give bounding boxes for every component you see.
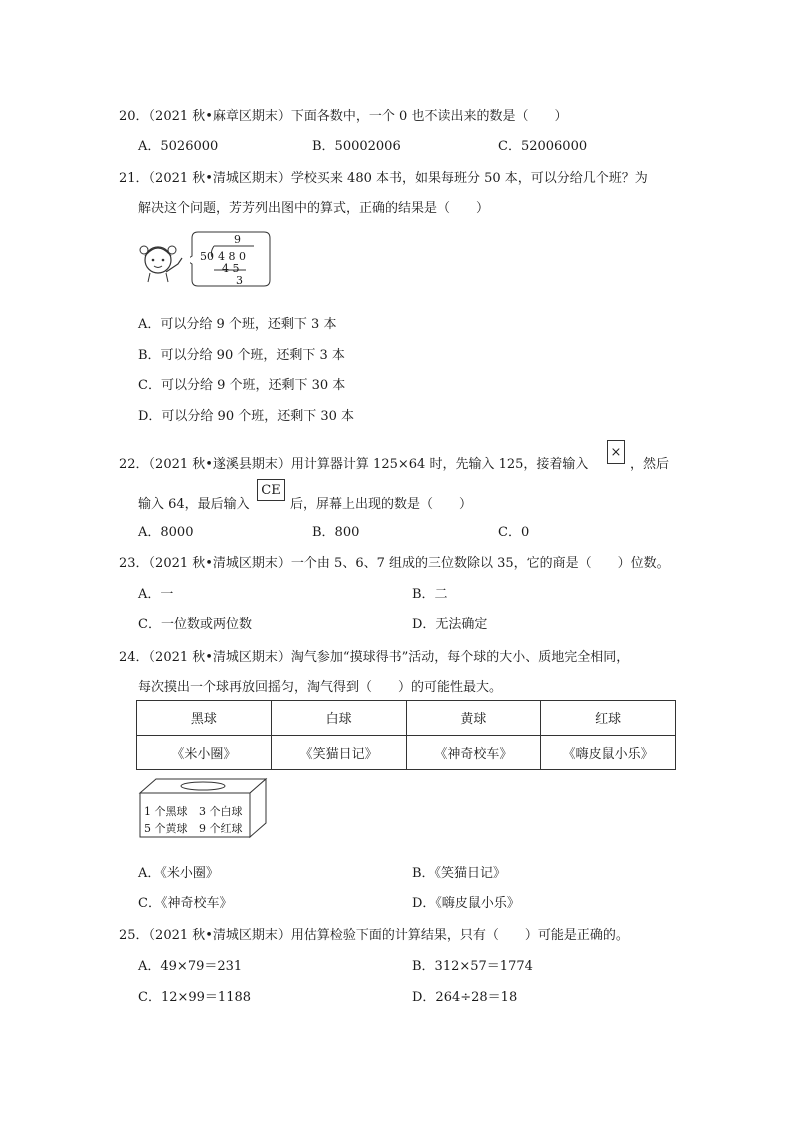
q22-question-line2-end: 后，屏幕上出现的数是（ ） [290,497,473,512]
table-cell: 《米小圈》 [137,735,272,770]
q20-question: 20．（2021 秋•麻章区期末）下面各数中，一个 0 也不读出来的数是（ ） [119,109,568,124]
box-label-white: 3 个白球 [199,805,243,818]
table-cell: 《笑猫日记》 [271,735,406,770]
q23-option-a: A．一 [138,587,174,602]
q24-option-c: C．《神奇校车》 [138,896,233,911]
division-remainder: 3 [236,274,243,287]
q21-question-line1: 21．（2021 秋•清城区期末）学校买来 480 本书，如果每班分 50 本，可以分给几个班？为 [119,171,648,186]
q24-question-line2: 每次摸出一个球再放回摇匀，淘气得到（ ）的可能性最大。 [138,680,503,695]
q24-question-line1: 24．（2021 秋•清城区期末）淘气参加“摸球得书”活动，每个球的大小、质地完全相同， [119,650,630,665]
table-cell: 《神奇校车》 [406,735,541,770]
q22-option-a: A．8000 [138,525,194,540]
q23-question: 23．（2021 秋•清城区期末）一个由 5、6、7 组成的三位数除以 35，它的商是（ ）位数。 [119,556,670,571]
q25-option-a: A．49×79＝231 [138,959,243,974]
q25-option-c: C．12×99＝1188 [138,990,252,1005]
division-product: 4 5 [222,262,240,275]
q22-option-b: B．800 [312,525,360,540]
q20-option-b: B．50002006 [312,139,401,154]
table-row [137,735,676,770]
q21-option-d: D．可以分给 90 个班，还剩下 30 本 [138,409,355,424]
q22-question-line1: 22．（2021 秋•遂溪县期末）用计算器计算 125×64 时，先输入 125，接着输入 [119,457,589,472]
q21-option-b: B．可以分给 90 个班，还剩下 3 本 [138,348,345,363]
q22-question-line2-start: 输入 64，最后输入 [138,497,250,512]
box-label-red: 9 个红球 [199,822,243,835]
q23-option-d: D．无法确定 [412,617,488,632]
q20-option-a: A．5026000 [138,139,219,154]
q25-option-d: D．264÷28＝18 [412,990,518,1005]
q25-option-b: B．312×57＝1774 [412,959,533,974]
q21-option-a: A．可以分给 9 个班，还剩下 3 本 [138,317,337,332]
ce-key-icon: CE [257,479,285,501]
box-label-yellow: 5 个黄球 [144,822,188,835]
multiply-key-icon: × [607,440,625,464]
q24-option-a: A．《米小圈》 [138,866,219,881]
q21-question-line2: 解决这个问题，芳芳列出图中的算式，正确的结果是（ ） [138,201,490,216]
q23-option-b: B．二 [412,587,448,602]
q23-option-c: C．一位数或两位数 [138,617,252,632]
table-cell: 《嗨皮鼠小乐》 [541,735,676,770]
q24-option-d: D．《嗨皮鼠小乐》 [412,896,520,911]
box-label-black: 1 个黑球 [144,805,188,818]
q20-option-c: C．52006000 [498,139,588,154]
ball-book-table [136,700,676,770]
q22-option-c: C．0 [498,525,530,540]
table-header-row [137,701,676,736]
division-divisor: 50 [200,250,214,263]
table-header-cell: 白球 [271,701,406,736]
division-quotient: 9 [234,233,241,246]
division-dividend: 4 8 0 [218,250,246,263]
q21-option-c: C．可以分给 9 个班，还剩下 30 本 [138,378,346,393]
q25-question: 25．（2021 秋•清城区期末）用估算检验下面的计算结果，只有（ ）可能是正确的。 [119,928,629,943]
q24-option-b: B．《笑猫日记》 [412,866,507,881]
table-header-cell: 红球 [541,701,676,736]
q22-question-line1-end: ，然后 [630,457,670,472]
table-header-cell: 黑球 [137,701,272,736]
table-header-cell: 黄球 [406,701,541,736]
